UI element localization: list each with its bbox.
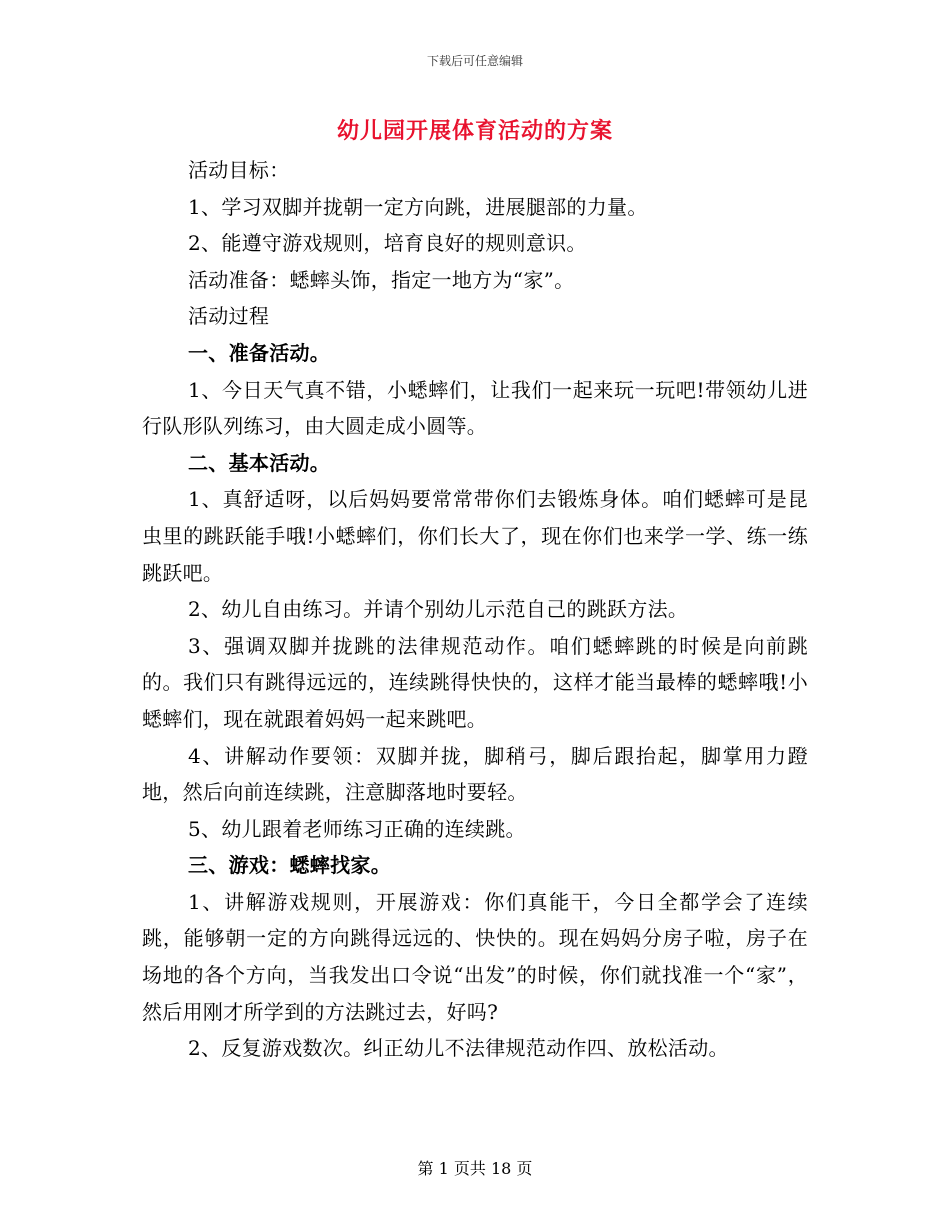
paragraph: 5、幼儿跟着老师练习正确的连续跳。 bbox=[188, 816, 526, 841]
paragraph: 1、学习双脚并拢朝一定方向跳，进展腿部的力量。 bbox=[188, 194, 648, 219]
paragraph: 活动准备：蟋蟀头饰，指定一地方为“家”。 bbox=[188, 267, 575, 292]
paragraph: 活动目标： bbox=[188, 158, 290, 182]
section-heading: 一、准备活动。 bbox=[188, 340, 331, 365]
section-heading: 三、游戏：蟋蟀找家。 bbox=[188, 853, 391, 878]
page-header: 下载后可任意编辑 bbox=[426, 54, 523, 68]
paragraph: 活动过程 bbox=[188, 304, 270, 329]
document-body bbox=[142, 152, 808, 1067]
paragraph: 1、真舒适呀，以后妈妈要常常带你们去锻炼身体。咱们蟋蟀可是昆虫里的跳跃能手哦!小蟋蟀们，你们长大了，现在你们也来学一学、练一练跳跃吧。 bbox=[142, 487, 808, 585]
paragraph: 2、幼儿自由练习。并请个别幼儿示范自己的跳跃方法。 bbox=[188, 597, 689, 622]
paragraph: 2、能遵守游戏规则，培育良好的规则意识。 bbox=[188, 231, 587, 256]
document-title: 幼儿园开展体育活动的方案 bbox=[336, 118, 613, 144]
paragraph: 3、强调双脚并拢跳的法律规范动作。咱们蟋蟀跳的时候是向前跳的。我们只有跳得远远的，连续跳得快快的，这样才能当最棒的蟋蟀哦!小蟋蟀们，现在就跟着妈妈一起来跳吧。 bbox=[142, 633, 808, 731]
paragraph: 1、讲解游戏规则，开展游戏：你们真能干，今日全都学会了连续跳，能够朝一定的方向跳得远远的、快快的。现在妈妈分房子啦，房子在场地的各个方向，当我发出口令说“出发”的时候，你们就找准一个“家”，然后用刚才所学到的方法跳过去，好吗? bbox=[142, 889, 808, 1024]
paragraph: 4、讲解动作要领：双脚并拢，脚稍弓，脚后跟抬起，脚掌用力蹬地，然后向前连续跳，注意脚落地时要轻。 bbox=[142, 743, 808, 805]
paragraph: 2、反复游戏数次。纠正幼儿不法律规范动作四、放松活动。 bbox=[188, 1036, 729, 1061]
page-footer: 第 1 页共 18 页 bbox=[417, 1159, 533, 1178]
section-heading: 二、基本活动。 bbox=[188, 450, 331, 475]
paragraph: 1、今日天气真不错，小蟋蟀们，让我们一起来玩一玩吧!带领幼儿进行队形队列练习，由大圆走成小圆等。 bbox=[142, 377, 808, 439]
